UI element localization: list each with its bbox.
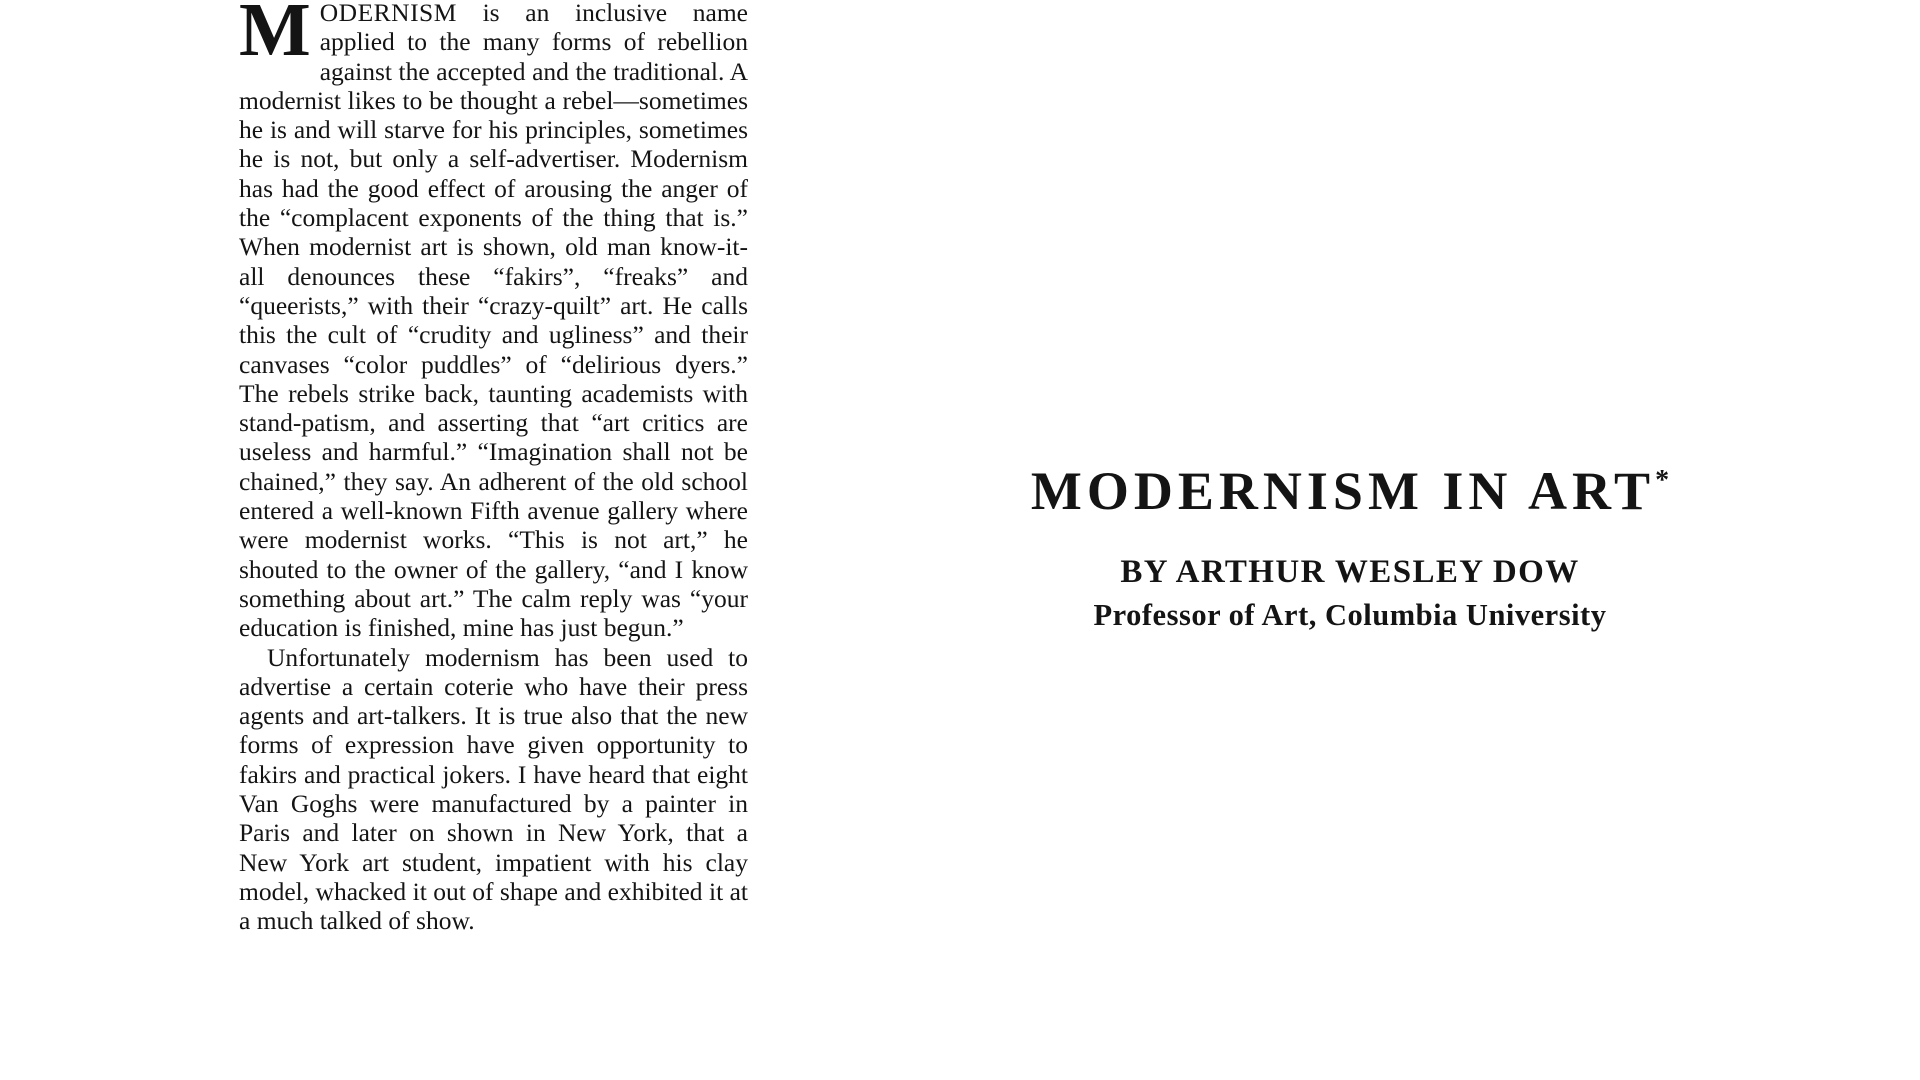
author-affiliation: Professor of Art, Columbia University (1093, 598, 1607, 632)
paragraph-1 (239, 0, 748, 643)
title-block (900, 448, 1800, 634)
paragraph-2: Unfortunately modernism has been used to advertise a certain coterie who have their press agents and art-talkers. It is true also that the new forms of expression have given opportunity to fakirs and practical jokers. I have heard that eight Van Goghs were manufactured by a painter in Paris and later on shown in New York, that a New York art student, impatient with his clay model, whacked it out of shape and exhibited it at a much talked of show. (239, 642, 748, 936)
byline: BY ARTHUR WESLEY DOW (1120, 554, 1580, 590)
article-title-text: MODERNISM IN ART (1030, 461, 1656, 521)
body-column (239, 0, 748, 936)
drop-cap: M (239, 0, 310, 72)
footnote-mark: * (1655, 465, 1670, 496)
paragraph-1-text: is an inclusive name applied to the many forms of rebellion against the accepted and the traditional. A modernist likes to be thought a rebel—sometimes he is and will starve for his principles, sometimes he is not, but only a self-advertiser. Modernism has had the good effect of arousing the anger of the “complacent exponents of the thing that is.” When modernist art is shown, old man know-it-all denounces these “fakirs”, “freaks” and “queerists,” with their “crazy-quilt” art. He calls this the cult of “crudity and ugliness” and their canvases “color puddles” of “delirious dyers.” The rebels strike back, taunting academists with stand-patism, and asserting that “art critics are useless and harmful.” “Imagination shall not be chained,” they say. An adherent of the old school entered a well-known Fifth avenue gallery where were modernist works. “This is not art,” he shouted to the owner of the gallery, “and I know something about art.” The calm reply was “your education is finished, mine has just begun.” (239, 0, 748, 643)
article-title (900, 448, 1800, 524)
lead-caps: ODERNISM (319, 0, 457, 27)
